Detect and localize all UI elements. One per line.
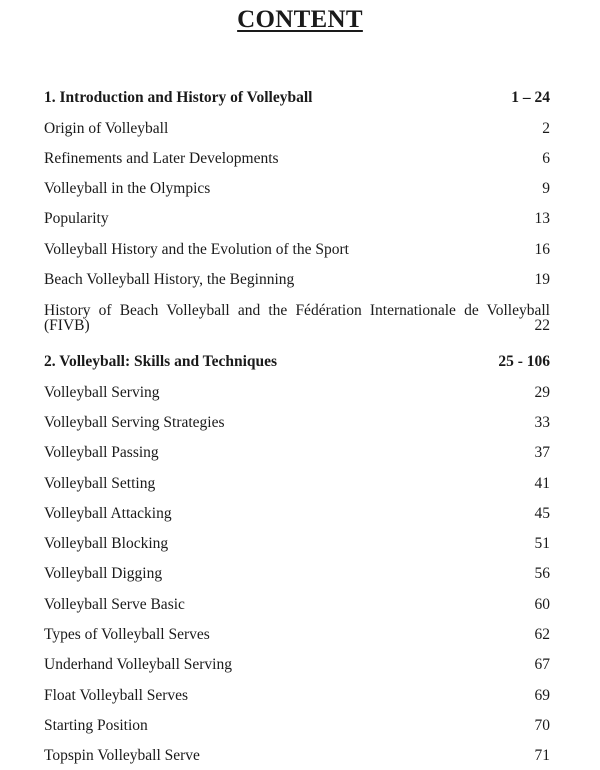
toc-entry-title: Volleyball in the Olympics bbox=[44, 180, 211, 198]
toc-section-1[interactable] bbox=[44, 78, 550, 108]
toc-page-number: 62 bbox=[534, 626, 550, 644]
toc-page-number: 69 bbox=[534, 686, 550, 704]
toc-entry-title: Starting Position bbox=[44, 716, 148, 734]
toc-entry-title: Volleyball Digging bbox=[44, 565, 163, 583]
toc-page-number: 6 bbox=[542, 149, 550, 167]
toc-page-number: 13 bbox=[534, 210, 550, 228]
toc-entry[interactable] bbox=[44, 554, 550, 584]
page-title: CONTENT bbox=[237, 6, 363, 33]
toc-page-number: 25 - 106 bbox=[498, 353, 550, 371]
toc-entry[interactable] bbox=[44, 290, 550, 342]
toc-page-number: 41 bbox=[534, 474, 550, 492]
toc-entry-title: Volleyball Serving Strategies bbox=[44, 413, 225, 431]
toc-page-number: 2 bbox=[542, 119, 550, 137]
toc-page-number: 60 bbox=[534, 595, 550, 613]
toc-entry-title: Volleyball Setting bbox=[44, 474, 156, 492]
toc-page-number: 67 bbox=[534, 656, 550, 674]
toc-entry-title: Volleyball Serve Basic bbox=[44, 595, 185, 613]
toc-entry-title: Float Volleyball Serves bbox=[44, 686, 189, 704]
toc-entry-title: Volleyball Blocking bbox=[44, 535, 169, 553]
toc-entry[interactable] bbox=[44, 615, 550, 645]
toc-entry-title: Refinements and Later Developments bbox=[44, 149, 279, 167]
toc-entry[interactable] bbox=[44, 433, 550, 463]
toc-entry[interactable] bbox=[44, 584, 550, 614]
toc-entry[interactable] bbox=[44, 706, 550, 736]
toc-entry-title: Volleyball Serving bbox=[44, 383, 160, 401]
toc-section-2[interactable] bbox=[44, 342, 550, 372]
toc-entry[interactable] bbox=[44, 199, 550, 229]
toc-entry-title: Beach Volleyball History, the Beginning bbox=[44, 271, 295, 289]
toc-entry-title: Types of Volleyball Serves bbox=[44, 626, 210, 644]
toc-entry-title: Volleyball Passing bbox=[44, 444, 159, 462]
toc-entry-title: Origin of Volleyball bbox=[44, 119, 169, 137]
toc-entry-title: Topspin Volleyball Serve bbox=[44, 747, 200, 765]
toc-page-number: 1 – 24 bbox=[511, 89, 550, 107]
toc-page-number: 51 bbox=[534, 535, 550, 553]
toc-entry-title: Volleyball Attacking bbox=[44, 504, 172, 522]
toc-entry[interactable] bbox=[44, 139, 550, 169]
toc-entry[interactable] bbox=[44, 645, 550, 675]
toc-entry[interactable] bbox=[44, 260, 550, 290]
toc-entry[interactable] bbox=[44, 736, 550, 766]
toc-entry[interactable] bbox=[44, 229, 550, 259]
toc-entry-title: Popularity bbox=[44, 210, 109, 228]
toc-page-number: 9 bbox=[542, 180, 550, 198]
toc-entry[interactable] bbox=[44, 524, 550, 554]
toc-page-number: 71 bbox=[534, 747, 550, 765]
table-of-contents bbox=[44, 78, 550, 766]
toc-entry[interactable] bbox=[44, 675, 550, 705]
toc-entry-title: 2. Volleyball: Skills and Techniques bbox=[44, 353, 278, 371]
toc-entry-title: Volleyball History and the Evolution of the Sport bbox=[44, 240, 349, 258]
toc-entry-title: 1. Introduction and History of Volleyball bbox=[44, 89, 313, 107]
toc-page-number: 56 bbox=[534, 565, 550, 583]
toc-page-number: 29 bbox=[534, 383, 550, 401]
toc-entry-title: Underhand Volleyball Serving bbox=[44, 656, 232, 674]
toc-page-number: 45 bbox=[534, 504, 550, 522]
toc-page-number: 22 bbox=[534, 317, 550, 335]
toc-page-number: 19 bbox=[534, 271, 550, 289]
toc-page-number: 33 bbox=[534, 413, 550, 431]
toc-page-number: 37 bbox=[534, 444, 550, 462]
toc-entry-title: History of Beach Volleyball and the Fédération Internationale de Volleyball (FIVB) bbox=[44, 302, 550, 335]
toc-entry[interactable] bbox=[44, 403, 550, 433]
toc-page-number: 70 bbox=[534, 716, 550, 734]
toc-entry[interactable] bbox=[44, 372, 550, 402]
toc-entry[interactable] bbox=[44, 108, 550, 138]
toc-page-number: 16 bbox=[534, 240, 550, 258]
toc-entry[interactable] bbox=[44, 494, 550, 524]
toc-entry[interactable] bbox=[44, 463, 550, 493]
toc-entry[interactable] bbox=[44, 169, 550, 199]
